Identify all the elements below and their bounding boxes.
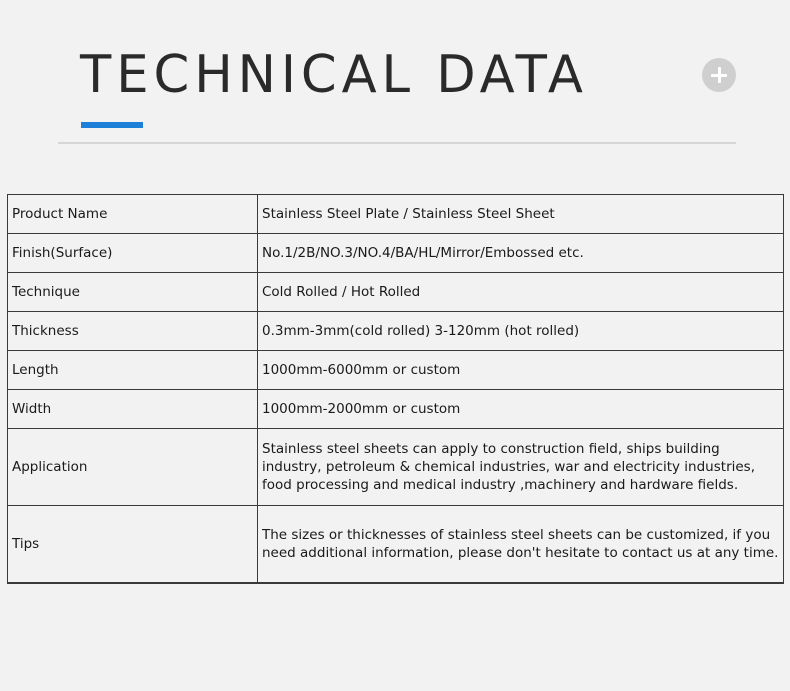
row-label: Thickness (8, 312, 258, 351)
row-label: Product Name (8, 195, 258, 234)
row-label: Tips (8, 506, 258, 584)
row-value: No.1/2B/NO.3/NO.4/BA/HL/Mirror/Embossed etc. (258, 234, 784, 273)
row-value: 1000mm-6000mm or custom (258, 351, 784, 390)
row-value: The sizes or thicknesses of stainless steel sheets can be customized, if you need additional information, please don't hesitate to contact us at any time. (258, 506, 784, 584)
row-label: Width (8, 390, 258, 429)
plus-circle-icon[interactable] (702, 58, 736, 92)
row-label: Length (8, 351, 258, 390)
technical-data-table (7, 194, 784, 584)
header-divider (58, 142, 736, 144)
row-value: 0.3mm-3mm(cold rolled) 3-120mm (hot rolled) (258, 312, 784, 351)
row-value: 1000mm-2000mm or custom (258, 390, 784, 429)
row-label: Finish(Surface) (8, 234, 258, 273)
section-header (0, 0, 790, 150)
table-row (8, 195, 784, 234)
table-row (8, 390, 784, 429)
title-accent-bar (81, 122, 143, 128)
table-row (8, 506, 784, 584)
row-value: Stainless Steel Plate / Stainless Steel Sheet (258, 195, 784, 234)
table-row (8, 273, 784, 312)
row-label: Technique (8, 273, 258, 312)
table-row (8, 351, 784, 390)
row-label: Application (8, 429, 258, 506)
table-row (8, 234, 784, 273)
table-row (8, 312, 784, 351)
page-title: TECHNICAL DATA (80, 45, 588, 105)
row-value: Stainless steel sheets can apply to construction field, ships building industry, petroleum & chemical industries, war and electricity industries, food processing and medical industry ,machinery and hardware fields. (258, 429, 784, 506)
row-value: Cold Rolled / Hot Rolled (258, 273, 784, 312)
table-row (8, 429, 784, 506)
